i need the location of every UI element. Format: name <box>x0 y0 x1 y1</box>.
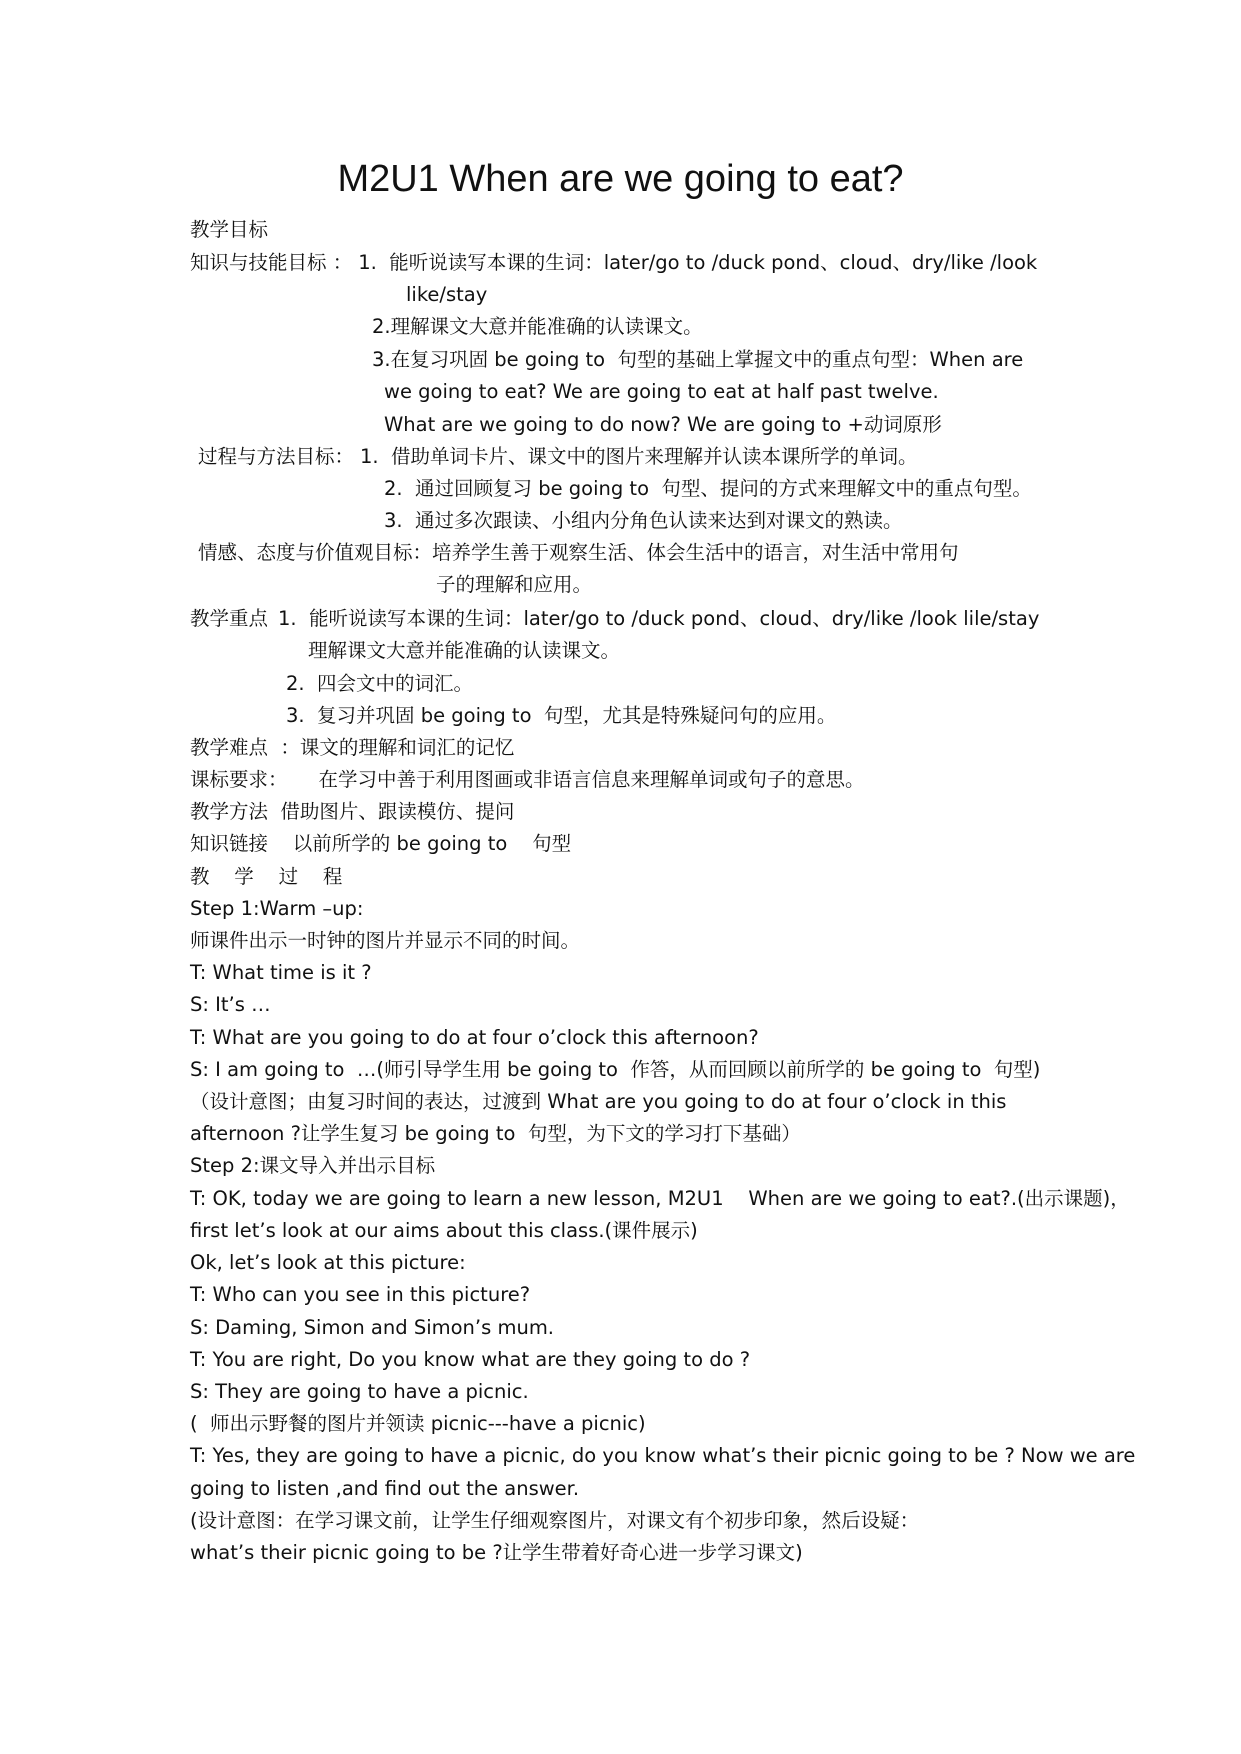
step1-design-note: （设计意图；由复习时间的表达，过渡到 What are you going to do at four o’clock in this <box>190 1090 1007 1113</box>
key-points-1-cont: 理解课文大意并能准确的认读课文。 <box>308 639 621 662</box>
process-objective-3: 3. 通过多次跟读、小组内分角色认读来达到对课文的熟读。 <box>384 509 903 532</box>
step2-line: first let’s look at our aims about this class.(课件展示) <box>190 1219 698 1242</box>
process-label: 过程与方法目标： <box>198 445 355 468</box>
process-objective-2: 2. 通过回顾复习 be going to 句型、提问的方式来理解文中的重点句型。 <box>384 477 1032 500</box>
key-points-2: 2. 四会文中的词汇。 <box>286 672 474 695</box>
knowledge-objective-2: 2.理解课文大意并能准确的认读课文。 <box>372 315 703 338</box>
knowledge-objective-3-cont2: What are we going to do now? We are going to +动词原形 <box>384 413 942 436</box>
knowledge-objective-3-cont: we going to eat? We are going to eat at half past twelve. <box>384 380 939 403</box>
step2-line: ( 师出示野餐的图片并领读 picnic---have a picnic) <box>190 1412 646 1435</box>
curriculum-requirement: 课标要求： 在学习中善于利用图画或非语言信息来理解单词或句子的意思。 <box>190 768 865 791</box>
step1-line: S: It’s … <box>190 993 271 1016</box>
knowledge-objective-1-cont: like/stay <box>406 283 488 306</box>
step2-line: T: Yes, they are going to have a picnic, do you know what’s their picnic going to be ? Now we are <box>190 1444 1136 1467</box>
step2-design-note-cont: what’s their picnic going to be ?让学生带着好奇心进一步学习课文) <box>190 1541 803 1564</box>
step2-line: T: OK, today we are going to learn a new lesson, M2U1 When are we going to eat?.(出示课题)， <box>190 1187 1130 1210</box>
step2-line: S: They are going to have a picnic. <box>190 1380 529 1403</box>
objectives-heading: 教学目标 <box>190 218 269 241</box>
teaching-difficulty: 教学难点 ：课文的理解和词汇的记忆 <box>190 736 515 759</box>
step2-design-note: (设计意图：在学习课文前，让学生仔细观察图片，对课文有个初步印象，然后设疑： <box>190 1509 920 1532</box>
knowledge-objective-1: 知识与技能目标 ： 1. 能听说读写本课的生词：later/go to /duck pond、cloud、dry/like /look <box>190 251 1038 274</box>
teaching-methods: 教学方法 借助图片、跟读模仿、提问 <box>190 800 515 823</box>
emotion-objective: 情感、态度与价值观目标：培养学生善于观察生活、体会生活中的语言，对生活中常用句 <box>198 541 959 564</box>
process-objective-1: 过程与方法目标： 1. 借助单词卡片、课文中的图片来理解并认读本课所学的单词。 <box>198 445 918 468</box>
step1-line: 师课件出示一时钟的图片并显示不同的时间。 <box>190 929 581 952</box>
step1-heading: Step 1:Warm –up: <box>190 897 364 920</box>
step2-heading: Step 2:课文导入并出示目标 <box>190 1154 436 1177</box>
step2-line: T: You are right, Do you know what are they going to do ? <box>190 1348 751 1371</box>
step2-line: S: Daming, Simon and Simon’s mum. <box>190 1316 555 1339</box>
key-points-label: 教学重点 <box>190 607 269 630</box>
key-points-3: 3. 复习并巩固 be going to 句型，尤其是特殊疑问句的应用。 <box>286 704 837 727</box>
knowledge-label: 知识与技能目标 ： <box>190 251 353 274</box>
key-points-1: 教学重点 1. 能听说读写本课的生词：later/go to /duck pond、cloud、dry/like /look lile/stay <box>190 607 1040 630</box>
process-heading: 教 学 过 程 <box>190 865 343 888</box>
knowledge-objective-3: 3.在复习巩固 be going to 句型的基础上掌握文中的重点句型：When are <box>372 348 1024 371</box>
step2-line: going to listen ,and find out the answer. <box>190 1477 580 1500</box>
emotion-objective-cont: 子的理解和应用。 <box>436 573 593 596</box>
knowledge-link: 知识链接 以前所学的 be going to 句型 <box>190 832 572 855</box>
step1-line: S: I am going to …(师引导学生用 be going to 作答，从而回顾以前所学的 be going to 句型) <box>190 1058 1041 1081</box>
step1-design-note-cont: afternoon ?让学生复习 be going to 句型，为下文的学习打下基础） <box>190 1122 801 1145</box>
step1-line: T: What time is it ? <box>190 961 372 984</box>
document-title: M2U1 When are we going to eat? <box>337 158 904 200</box>
step2-line: Ok, let’s look at this picture: <box>190 1251 466 1274</box>
step2-line: T: Who can you see in this picture? <box>190 1283 531 1306</box>
step1-line: T: What are you going to do at four o’clock this afternoon? <box>190 1026 759 1049</box>
